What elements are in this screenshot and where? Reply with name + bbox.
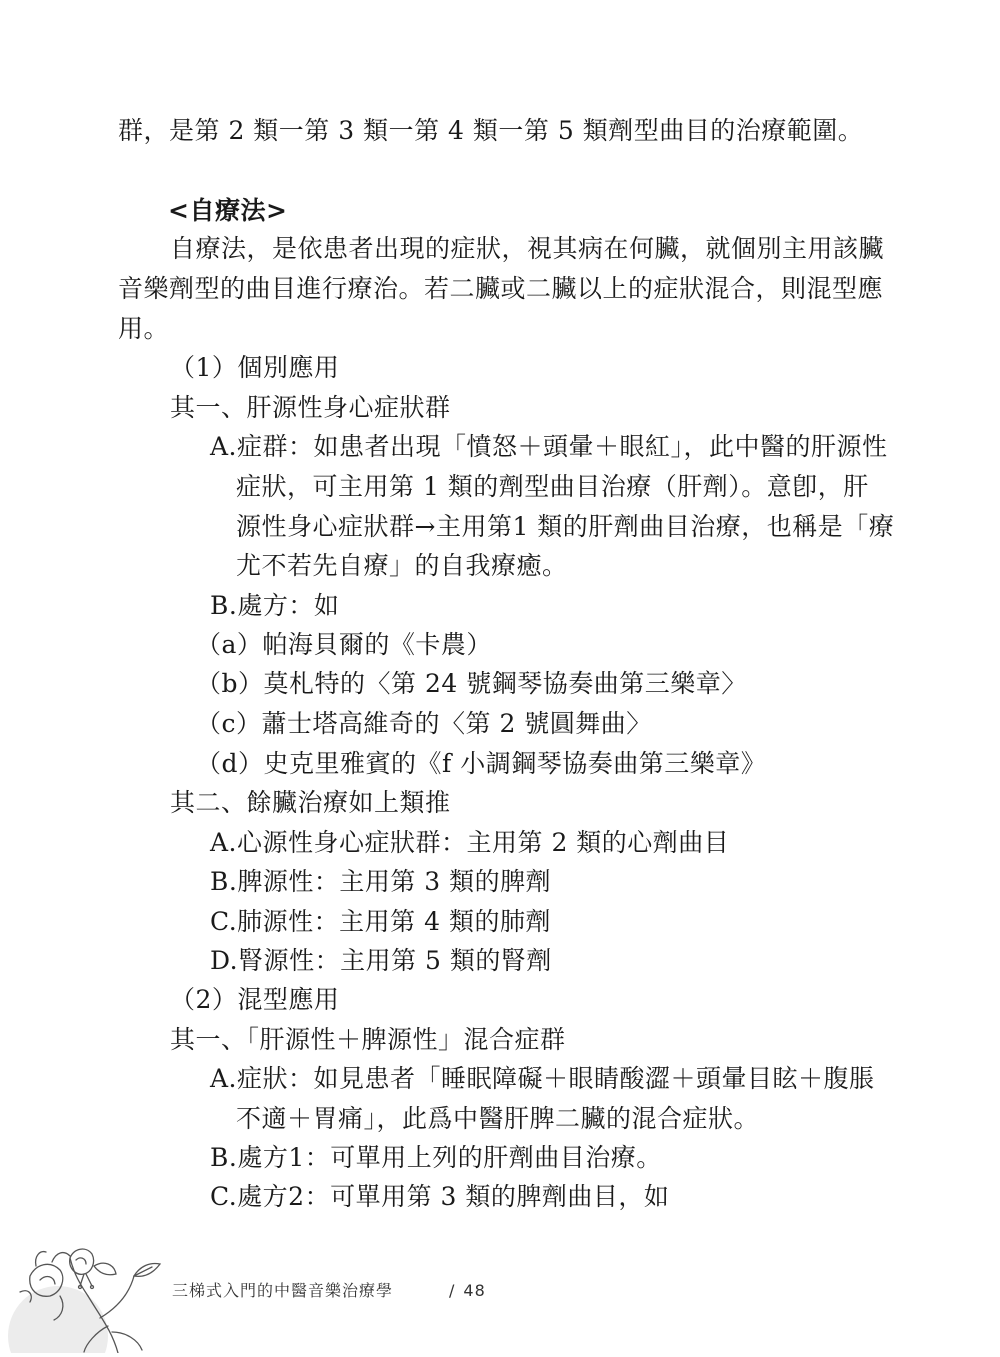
list-item-continuation: 症狀，可主用第 1 類的劑型曲目治療（肝劑）。意卽，肝 [236, 472, 869, 501]
list-heading: 其二、餘臟治療如上類推 [170, 788, 451, 817]
paragraph-line: 自療法，是依患者出現的症狀，視其病在何臟，就個別主用該臟 [170, 234, 885, 263]
prescription-item: （c）蕭士塔高維奇的〈第 2 號圓舞曲〉 [196, 709, 652, 738]
list-item-continuation: 源性身心症狀群→主用第1 類的肝劑曲目治療，也稱是「療 [236, 512, 895, 541]
list-item-continuation: 尤不若先自療」的自我療癒。 [236, 551, 568, 580]
list-heading: 其一、「肝源性＋脾源性」混合症群 [170, 1025, 566, 1054]
text-line-continuation: 群，是第 2 類一第 3 類一第 4 類一第 5 類劑型曲目的治療範圍。 [118, 116, 864, 145]
prescription-item: （b）莫札特的〈第 24 號鋼琴協奏曲第三樂章〉 [196, 669, 747, 698]
prescription-item: （d）史克里雅賓的《f 小調鋼琴協奏曲第三樂章》 [196, 749, 767, 778]
list-item: C.處方2：可單用第 3 類的脾劑曲目，如 [210, 1182, 670, 1211]
list-item: A.心源性身心症狀群：主用第 2 類的心劑曲目 [210, 828, 730, 857]
book-title: 三梯式入門的中醫音樂治療學 [172, 1281, 394, 1300]
list-item: A.症群：如患者出現「憤怒＋頭暈＋眼紅」，此中醫的肝源性 [210, 432, 888, 461]
list-item: B.處方：如 [210, 591, 340, 620]
list-item: D.腎源性：主用第 5 類的腎劑 [210, 946, 552, 975]
list-item-continuation: 不適＋胃痛」，此爲中醫肝脾二臟的混合症狀。 [236, 1104, 760, 1133]
subheading-individual-use: （1）個別應用 [170, 353, 340, 382]
list-item: B.處方1：可單用上列的肝劑曲目治療。 [210, 1143, 662, 1172]
prescription-item: （a）帕海貝爾的《卡農） [196, 630, 492, 659]
paragraph-line: 用。 [118, 314, 170, 343]
list-item: A.症狀：如見患者「睡眠障礙＋眼睛酸澀＋頭暈目眩＋腹脹 [210, 1064, 875, 1093]
list-item: B.脾源性：主用第 3 類的脾劑 [210, 867, 552, 896]
footer-separator: / [449, 1281, 456, 1300]
page-footer [172, 1278, 486, 1301]
flower-illustration-icon [0, 1236, 170, 1353]
list-item: C.肺源性：主用第 4 類的肺劑 [210, 907, 551, 936]
section-heading-self-therapy: <自療法> [168, 196, 288, 225]
page-number: 48 [463, 1281, 486, 1300]
paragraph-line: 音樂劑型的曲目進行療治。若二臟或二臟以上的症狀混合，則混型應 [118, 274, 884, 303]
subheading-mixed-use: （2）混型應用 [170, 985, 340, 1014]
list-heading: 其一、肝源性身心症狀群 [170, 393, 451, 422]
